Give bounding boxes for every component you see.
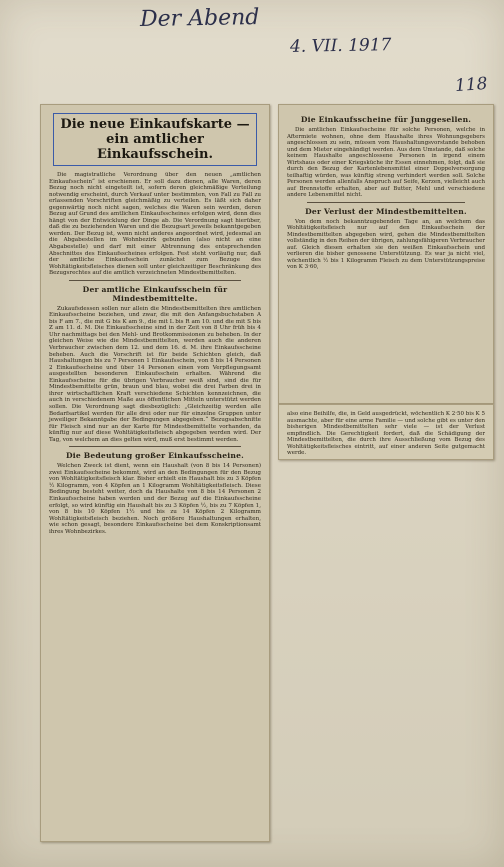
handwritten-date: 4. VII. 1917 — [289, 35, 392, 57]
section-heading-mindestbemittelte: Der amtliche Einkaufsschein für Mindestbemittelte. — [82, 284, 228, 303]
handwritten-title: Der Abend — [139, 4, 260, 33]
article-headline: Die neue Einkaufskarte — ein amtlicher Einkaufsschein. — [53, 113, 257, 166]
article-paragraph-bedeutung: Welchen Zweck ist dient, wenn ein Haushalt (von 8 bis 14 Personen) zwei Einkaufsscheine bekommt, wird an den Bedingungen für den Bezug von Wohltätigkeitsfleisch klar. Bisher erhielt ein Haushalt bis zu 3 Köpfen ½ Kilogramm, von 4 Köpfen an 1 Kilogramm Wohltätigkeitsfleisch. Diese Bedingung besteht weiter, doch da Haushalte von 8 bis 14 Personen 2 Einkaufsscheine haben werden und der Bezug auf die Einkaufsscheine erfolgt, so wird künftig ein Haushalt bis zu 3 Köpfen ½, bis zu 7 Köpfen 1, von 8 bis 10 Köpfen 1½ und bis zu 14 Köpfen 2 Kilogramm Wohltätigkeitsfleisch beziehen. Noch größere Haushaltungen erhalten, wie schon gesagt, besondere Einkaufsscheine bei dem Konskriptionsamt ihres Wohnbezirkes. — [49, 463, 261, 535]
section-heading-bedeutung: Die Bedeutung großer Einkaufsscheine. — [66, 451, 244, 461]
article-paragraph-intro: Die magistratliche Verordnung über den neuen „amtlichen Einkaufsschein“ ist erschienen. Er soll dazu dienen, alle Waren, deren Bezug noch nicht eingeteilt ist, sofern deren gleichmäßige Verteilung notwendig erscheint, durch Verkauf unter bestimmten, von Fall zu Fall zu erlassenden Vorschriften gleichmäßig zu verteilen. Es läßt sich daher gegenwärtig noch nicht sagen, welches die Waren sein werden, deren Bezug auf Grund des amtlichen Einkaufsscheines erfolgen wird, denn dies hängt von der Entwicklung der Dinge ab. Die Verordnung sagt hierüber, daß die zu beziehenden Waren und die Bezugsart jeweils bekanntgegeben werden. Der Bezug ist, wenn nicht anderes angeordnet wird, jedesmal an die Abgabestellen im Wohnbezirk gebunden (also nicht an eine Abgabestelle) und darf mit einer Abtrennung des entsprechenden Abschnittes des Einkaufsscheines erfolgen. Fest steht vorläufig nur, daß der amtliche Einkaufsschein zunächst zum Bezuge des Wohltätigkeitsfleisches dienen soll unter gleichzeitiger Beschränkung des Bezugsrechtes auf die amtlich verzeichneten Mindestbemittelten. — [49, 172, 261, 277]
section-heading-junggesellen: Die Einkaufsscheine für Junggesellen. — [300, 115, 472, 124]
divider — [69, 280, 241, 281]
article-paragraph-verlust: Von dem noch bekanntzugebenden Tage an, an welchem das Wohltätigkeitsfleisch nur auf den Einkaufsschein der Mindestbemittelten abgegeben wird, gehen die Mindestbemittelten vollständig in den Reihen der übrigen, zahlungsfähigeren Verbraucher auf. Gleich diesen erhalten sie den weißen Einkaufsschein und verlieren die bisher genossene Unterstützung. Es war ja nicht viel, wöchentlich ½ bis 1 Kilogramm Fleisch zu dem Unterstützungspreise von K 3·60, — [287, 218, 485, 270]
section-heading-verlust: Der Verlust der Mindestbemittelten. — [305, 206, 467, 216]
right-clipping-top — [278, 104, 494, 404]
left-clipping — [40, 104, 270, 842]
article-paragraph-mindestbemittelte: Zukaufsdessen sollen nur allein die Mindestbemittelten ihre amtlichen Einkaufsscheine beziehen, und zwar, die mit den Anfangsbuchstaben A bis F am 7., die mit G bis K am 9., die mit L bis R am 10. und die mit S bis Z am 11. d. M. Die Einkaufsscheine sind in der Zeit von 8 Uhr früh bis 4 Uhr nachmittags bei den Mehl- und Brotkommissionen zu beheben. In der gleichen Weise wie die Mindestbemittelten, werden auch die anderen Verbraucher zwischen dem 12. und dem 16. d. M. ihre Einkaufsscheine beheben. Auch die Vorschrift ist für beide Schichten gleich, daß Haushaltungen bis zu 7 Personen 1 Einkaufsschein, von 8 bis 14 Personen 2 Einkaufsscheine und über 14 Personen einen vom Verpflegungsamt ausgestellten besonderen Einkaufsschein erhalten. Während die Einkaufsscheine für die übrigen Verbraucher weiß sind, sind die für Mindestbemittelte grün, braun und blau, wobei die drei Farben drei in ihrer wirtschaftlichen Kraft verschiedene Schichten kennzeichnen, die auch in verschiedenem Maße aus öffentlichen Mitteln unterstützt werden sollen. Die Verordnung sagt diesbezüglich: „Gleichzeitig werden alle Bedarfsartikel werden für alle drei oder nur für einzelne Gruppen unter jeweiliger Bekanntgabe der Bedingungen abgegeben.“ Bezugsabschnitte für Fleisch sind nur an der Karte für Mindestbemittelte vorhanden, da künftig nur auf diese Wohltätigkeitsfleisch abgegeben werden wird. Der Tag, von welchem an dies gelten wird, muß erst bestimmt werden. — [49, 305, 261, 443]
handwritten-number: 118 — [454, 73, 489, 97]
divider — [307, 202, 465, 203]
article-paragraph-junggesellen: Die amtlichen Einkaufsscheine für solche Personen, welche in Aftermiete wohnen, ohne dem Haushalte ihres Wohnungsgebers angeschlossen zu sein, müssen vom Haushaltungsvorstande behoben und dem Mieter eingehändigt werden. Aus dem Umstande, daß solche keinem Haushalte angeschlossene Personen in irgend einem Wirtshaus oder einer Kriegsküche ihr Essen einnehmen, folgt, daß sie durch den Bezug der Kartenlebensmittel einer Doppelversorgung teilhaftig würden, was künftig streng verhindert werden soll. Solche Personen werden allenfalls Anspruch auf Seife, Kerzen, vielleicht auch auf Brennstoffe erhalten, aber auf Butter, Mehl und verschiedene andere Lebensmittel nicht. — [287, 127, 485, 198]
article-paragraph-continuation: also eine Beihilfe, die, in Geld ausgedrückt, wöchentlich K 2·50 bis K 5 ausmachte, aber für eine arme Familie — und solche gibt es unter den bisherigen Mindestbemittelten sehr viele — ist der Verlust empfindlich. Die Gerechtigkeit fordert, daß die Schädigung der Mindestbemittelten, die durch ihre Ausschließung vom Bezug des Wohltätigkeitsfleisches eintritt, auf einer anderen Seite gutgemacht werde. — [287, 411, 485, 456]
right-clipping-continuation — [278, 404, 494, 460]
divider — [69, 446, 241, 447]
